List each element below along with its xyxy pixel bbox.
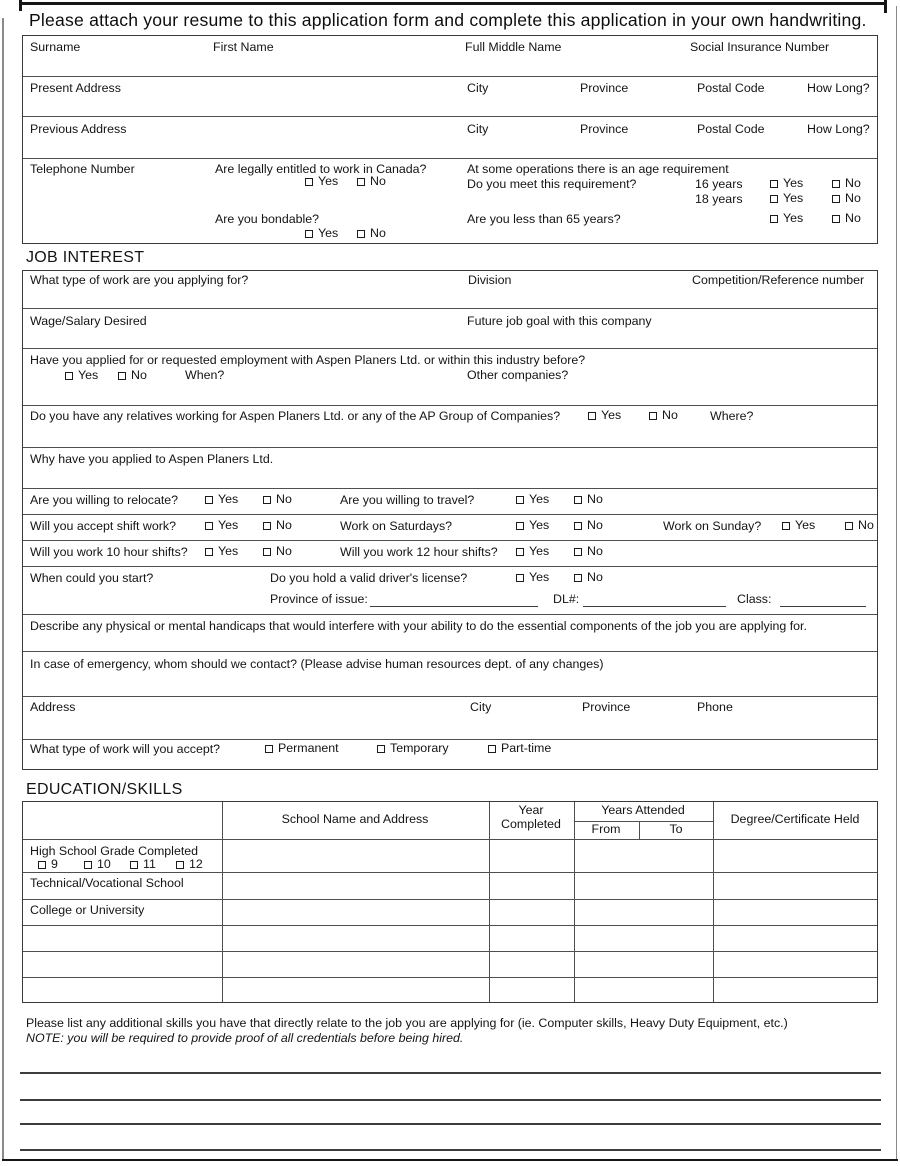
part-time-checkbox[interactable] — [488, 742, 551, 755]
checkbox-label: Yes — [795, 518, 816, 532]
checkbox-icon — [263, 496, 271, 504]
checkbox-label: Yes — [318, 226, 339, 240]
checkbox-icon — [38, 861, 46, 869]
emergency-city-label: City — [470, 700, 492, 714]
from-column-header: From — [591, 822, 621, 836]
checkbox-label: No — [370, 174, 386, 188]
table-line — [23, 116, 877, 117]
checkbox-icon — [782, 522, 790, 530]
checkbox-icon — [588, 412, 596, 420]
table-line — [23, 405, 877, 406]
high-school-row-label: High School Grade Completed — [30, 844, 199, 858]
education-table — [22, 801, 878, 1003]
temporary-checkbox[interactable] — [377, 742, 449, 755]
checkbox-icon — [205, 522, 213, 530]
relatives-yes-checkbox[interactable] — [588, 409, 621, 422]
table-line — [222, 802, 223, 1002]
page-edge-artifact — [884, 0, 887, 13]
bondable-no-checkbox[interactable] — [357, 227, 386, 240]
checkbox-label: Yes — [783, 191, 804, 205]
table-line — [23, 540, 877, 541]
saturdays-question: Work on Saturdays? — [340, 519, 453, 533]
checkbox-icon — [205, 548, 213, 556]
emergency-province-label: Province — [582, 700, 631, 714]
checkbox-label: No — [662, 408, 678, 422]
applied-yes-checkbox[interactable] — [65, 369, 98, 382]
checkbox-label: 12 — [189, 857, 203, 871]
table-line — [23, 696, 877, 697]
relatives-question: Do you have any relatives working for Aspen Planers Ltd. or any of the AP Group of Companies? — [30, 409, 561, 423]
how-long-label: How Long? — [807, 122, 870, 136]
sunday-question: Work on Sunday? — [663, 519, 762, 533]
table-line — [23, 872, 877, 873]
checkbox-label: No — [587, 518, 603, 532]
checkbox-icon — [176, 861, 184, 869]
checkbox-label: Yes — [318, 174, 339, 188]
other-companies-label: Other companies? — [467, 368, 569, 382]
table-line — [23, 76, 877, 77]
age-16-label: 16 years — [695, 177, 743, 191]
middle-name-label: Full Middle Name — [465, 40, 562, 54]
page-edge-artifact — [19, 0, 22, 11]
writing-line[interactable] — [20, 1149, 881, 1151]
under-65-yes-checkbox[interactable] — [770, 212, 803, 225]
checkbox-label: Yes — [601, 408, 622, 422]
checkbox-icon — [770, 195, 778, 203]
checkbox-label: No — [131, 368, 147, 382]
emergency-phone-label: Phone — [697, 700, 733, 714]
competition-label: Competition/Reference number — [692, 273, 865, 287]
table-line — [23, 739, 877, 740]
checkbox-label: Permanent — [278, 741, 339, 755]
checkbox-label: No — [858, 518, 874, 532]
table-line — [489, 802, 490, 1002]
table-line — [23, 839, 877, 840]
page-bottom-edge — [2, 1159, 898, 1161]
checkbox-icon — [649, 412, 657, 420]
city-label: City — [467, 122, 489, 136]
license-no-checkbox[interactable] — [574, 571, 603, 584]
checkbox-icon — [574, 574, 582, 582]
present-address-label: Present Address — [30, 81, 121, 95]
age-meet-question: Do you meet this requirement? — [467, 177, 637, 191]
why-applied-question: Why have you applied to Aspen Planers Ltd. — [30, 452, 274, 466]
where-label: Where? — [710, 409, 754, 423]
page-left-edge — [2, 18, 4, 1161]
checkbox-label: 10 — [97, 857, 111, 871]
checkbox-icon — [516, 522, 524, 530]
checkbox-label: No — [845, 176, 861, 190]
year-completed-column-header: Year Completed — [501, 803, 561, 831]
sin-label: Social Insurance Number — [690, 40, 830, 54]
checkbox-label: No — [370, 226, 386, 240]
checkbox-label: Yes — [529, 544, 550, 558]
table-line — [23, 566, 877, 567]
start-date-question: When could you start? — [30, 571, 154, 585]
checkbox-label: Yes — [218, 492, 239, 506]
bondable-yes-checkbox[interactable] — [305, 227, 338, 240]
table-line — [639, 821, 640, 839]
shift-work-question: Will you accept shift work? — [30, 519, 176, 533]
when-label: When? — [185, 368, 225, 382]
checkbox-label: No — [276, 518, 292, 532]
relocate-no-checkbox[interactable] — [263, 493, 292, 506]
checkbox-icon — [357, 230, 365, 238]
table-line — [23, 951, 877, 952]
permanent-checkbox[interactable] — [265, 742, 339, 755]
age-16-yes-checkbox[interactable] — [770, 177, 803, 190]
writing-line[interactable] — [20, 1123, 881, 1125]
province-label: Province — [580, 81, 629, 95]
checkbox-label: Yes — [783, 176, 804, 190]
age-18-label: 18 years — [695, 192, 743, 206]
dl-number-label: DL#: — [553, 592, 580, 606]
shifts-10-yes-checkbox[interactable] — [205, 545, 238, 558]
emergency-address-label: Address — [30, 700, 76, 714]
shifts-10-no-checkbox[interactable] — [263, 545, 292, 558]
table-line — [23, 308, 877, 309]
first-name-label: First Name — [213, 40, 274, 54]
years-attended-column-header: Years Attended — [601, 803, 685, 817]
page-edge-artifact — [20, 2, 886, 5]
accept-type-question: What type of work will you accept? — [30, 742, 221, 756]
checkbox-icon — [516, 496, 524, 504]
table-line — [23, 925, 877, 926]
emergency-contact-question: In case of emergency, whom should we contact? (Please advise human resources dept. of any changes) — [30, 657, 604, 671]
table-line — [23, 977, 877, 978]
checkbox-label: Yes — [218, 518, 239, 532]
travel-question: Are you willing to travel? — [340, 493, 475, 507]
province-of-issue-label: Province of issue: — [270, 592, 368, 606]
relocate-yes-checkbox[interactable] — [205, 493, 238, 506]
checkbox-icon — [832, 215, 840, 223]
checkbox-icon — [118, 372, 126, 380]
checkbox-label: No — [587, 544, 603, 558]
checkbox-icon — [574, 522, 582, 530]
table-line — [23, 348, 877, 349]
surname-label: Surname — [30, 40, 81, 54]
checkbox-label: Yes — [529, 492, 550, 506]
license-yes-checkbox[interactable] — [516, 571, 549, 584]
applied-before-question: Have you applied for or requested employment with Aspen Planers Ltd. or within this industry before? — [30, 353, 586, 367]
table-line — [574, 802, 575, 1002]
checkbox-icon — [574, 496, 582, 504]
work-canada-yes-checkbox[interactable] — [305, 175, 338, 188]
checkbox-icon — [65, 372, 73, 380]
future-goal-label: Future job goal with this company — [467, 314, 652, 328]
table-line — [23, 899, 877, 900]
license-question: Do you hold a valid driver's license? — [270, 571, 468, 585]
province-of-issue-field[interactable] — [370, 606, 538, 607]
checkbox-icon — [770, 215, 778, 223]
grade-11-checkbox[interactable] — [130, 858, 156, 871]
table-line — [23, 614, 877, 615]
checkbox-label: No — [587, 570, 603, 584]
division-label: Division — [468, 273, 512, 287]
postal-code-label: Postal Code — [697, 122, 765, 136]
table-line — [23, 514, 877, 515]
travel-yes-checkbox[interactable] — [516, 493, 549, 506]
license-class-label: Class: — [737, 592, 772, 606]
checkbox-icon — [832, 195, 840, 203]
writing-line[interactable] — [20, 1099, 881, 1101]
checkbox-icon — [832, 180, 840, 188]
degree-column-header: Degree/Certificate Held — [730, 812, 860, 826]
sunday-yes-checkbox[interactable] — [782, 519, 815, 532]
checkbox-label: Yes — [218, 544, 239, 558]
checkbox-icon — [265, 745, 273, 753]
school-column-header: School Name and Address — [281, 812, 429, 826]
under-65-question: Are you less than 65 years? — [467, 212, 621, 226]
checkbox-icon — [305, 230, 313, 238]
bondable-question: Are you bondable? — [215, 212, 320, 226]
checkbox-label: 9 — [51, 857, 58, 871]
shift-no-checkbox[interactable] — [263, 519, 292, 532]
how-long-label: How Long? — [807, 81, 870, 95]
checkbox-label: Temporary — [390, 741, 449, 755]
checkbox-label: Yes — [529, 518, 550, 532]
work-canada-no-checkbox[interactable] — [357, 175, 386, 188]
shifts-12-no-checkbox[interactable] — [574, 545, 603, 558]
checkbox-icon — [130, 861, 138, 869]
checkbox-label: Yes — [78, 368, 99, 382]
travel-no-checkbox[interactable] — [574, 493, 603, 506]
work-type-question: What type of work are you applying for? — [30, 273, 249, 287]
to-column-header: To — [669, 822, 683, 836]
city-label: City — [467, 81, 489, 95]
form-instruction: Please attach your resume to this application form and complete this application in your own handwriting. — [29, 10, 867, 30]
checkbox-icon — [377, 745, 385, 753]
under-65-no-checkbox[interactable] — [832, 212, 861, 225]
technical-school-row-label: Technical/Vocational School — [30, 876, 184, 890]
relocate-question: Are you willing to relocate? — [30, 493, 179, 507]
checkbox-icon — [205, 496, 213, 504]
previous-address-label: Previous Address — [30, 122, 127, 136]
page-right-edge — [896, 6, 897, 1160]
checkbox-icon — [845, 522, 853, 530]
saturdays-no-checkbox[interactable] — [574, 519, 603, 532]
table-line — [23, 447, 877, 448]
table-line — [23, 651, 877, 652]
work-canada-question: Are legally entitled to work in Canada? — [215, 162, 427, 176]
checkbox-label: 11 — [143, 857, 156, 871]
table-line — [713, 802, 714, 1002]
checkbox-label: No — [845, 211, 861, 225]
checkbox-label: Yes — [529, 570, 550, 584]
checkbox-label: No — [587, 492, 603, 506]
wage-label: Wage/Salary Desired — [30, 314, 147, 328]
relatives-no-checkbox[interactable] — [649, 409, 678, 422]
job-interest-heading: JOB INTEREST — [26, 249, 145, 266]
applied-no-checkbox[interactable] — [118, 369, 147, 382]
personal-info-table — [22, 35, 878, 244]
checkbox-icon — [263, 548, 271, 556]
age-18-no-checkbox[interactable] — [832, 192, 861, 205]
sunday-no-checkbox[interactable] — [845, 519, 874, 532]
province-label: Province — [580, 122, 629, 136]
checkbox-icon — [357, 178, 365, 186]
credentials-note: NOTE: you will be required to provide proof of all credentials before being hired. — [26, 1031, 464, 1045]
age-16-no-checkbox[interactable] — [832, 177, 861, 190]
table-line — [23, 158, 877, 159]
checkbox-icon — [516, 548, 524, 556]
telephone-label: Telephone Number — [30, 162, 135, 176]
age-18-yes-checkbox[interactable] — [770, 192, 803, 205]
grade-10-checkbox[interactable] — [84, 858, 111, 871]
handicaps-question: Describe any physical or mental handicaps that would interfere with your ability to do the essential components of the job you are applying for. — [30, 619, 807, 633]
additional-skills-instruction: Please list any additional skills you have that directly relate to the job you are applying for (ie. Computer skills, Heavy Duty Equipment, etc.) — [26, 1016, 788, 1030]
checkbox-icon — [305, 178, 313, 186]
shifts-10-question: Will you work 10 hour shifts? — [30, 545, 188, 559]
license-class-field[interactable] — [780, 606, 866, 607]
checkbox-label: Part-time — [501, 741, 552, 755]
checkbox-icon — [516, 574, 524, 582]
checkbox-label: No — [845, 191, 861, 205]
grade-12-checkbox[interactable] — [176, 858, 203, 871]
table-line — [23, 488, 877, 489]
checkbox-label: No — [276, 544, 292, 558]
shifts-12-question: Will you work 12 hour shifts? — [340, 545, 498, 559]
age-requirement-note: At some operations there is an age requirement — [467, 162, 729, 176]
shift-yes-checkbox[interactable] — [205, 519, 238, 532]
checkbox-icon — [84, 861, 92, 869]
writing-line[interactable] — [20, 1072, 881, 1074]
college-row-label: College or University — [30, 903, 145, 917]
checkbox-label: No — [276, 492, 292, 506]
shifts-12-yes-checkbox[interactable] — [516, 545, 549, 558]
checkbox-icon — [488, 745, 496, 753]
grade-9-checkbox[interactable] — [38, 858, 58, 871]
checkbox-icon — [770, 180, 778, 188]
checkbox-icon — [263, 522, 271, 530]
checkbox-icon — [574, 548, 582, 556]
dl-number-field[interactable] — [583, 606, 726, 607]
education-skills-heading: EDUCATION/SKILLS — [26, 781, 183, 798]
checkbox-label: Yes — [783, 211, 804, 225]
saturdays-yes-checkbox[interactable] — [516, 519, 549, 532]
postal-code-label: Postal Code — [697, 81, 765, 95]
